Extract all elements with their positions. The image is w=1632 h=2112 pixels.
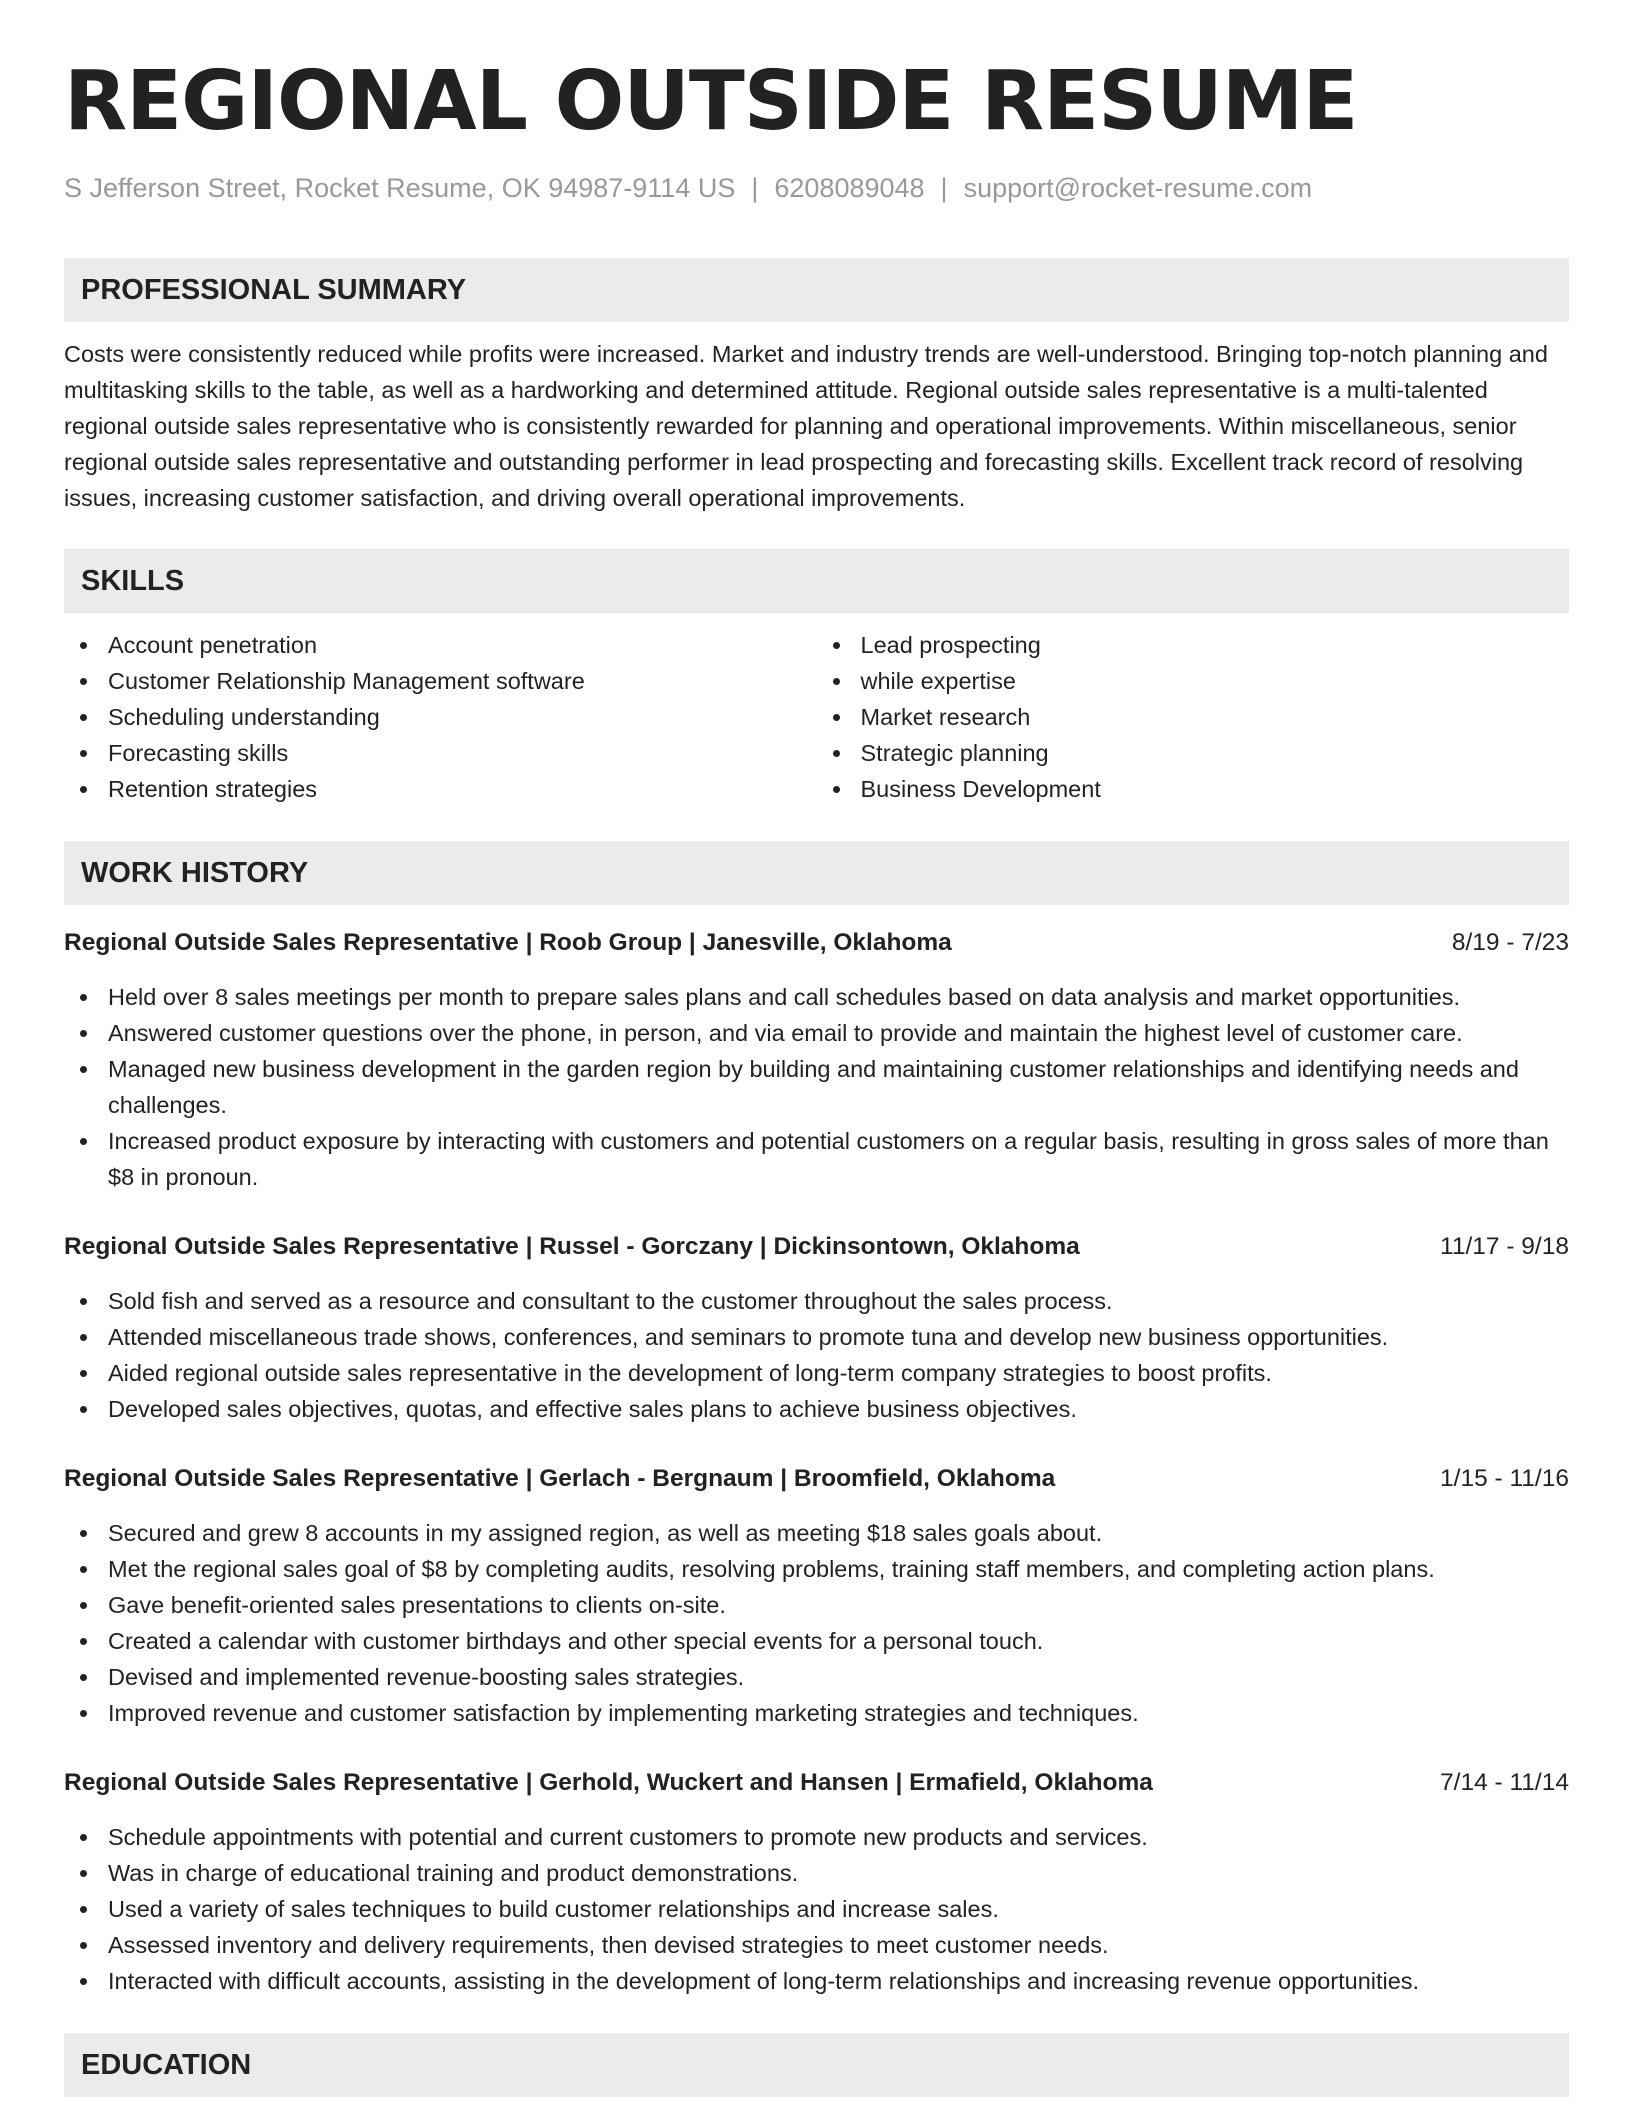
job-bullet: Used a variety of sales techniques to build customer relationships and increase sales. (64, 1891, 1569, 1927)
skills-section-header: SKILLS (64, 549, 1569, 613)
skill-item: Business Development (817, 771, 1570, 807)
skill-item: Account penetration (64, 627, 817, 663)
contact-line (64, 170, 1569, 206)
job-header (64, 1765, 1569, 1801)
skills-column-right (817, 627, 1570, 807)
job-bullet: Held over 8 sales meetings per month to prepare sales plans and call schedules based on data analysis and market opportunities. (64, 979, 1569, 1015)
job-dates: 8/19 - 7/23 (1451, 929, 1569, 956)
job-bullet: Assessed inventory and delivery requirements, then devised strategies to meet customer needs. (64, 1927, 1569, 1963)
job-bullet: Interacted with difficult accounts, assisting in the development of long-term relationships and increasing revenue opportunities. (64, 1963, 1569, 1999)
job-dates: 11/17 - 9/18 (1440, 1233, 1569, 1260)
job-bullet: Secured and grew 8 accounts in my assigned region, as well as meeting $18 sales goals about. (64, 1515, 1569, 1551)
job-bullets (64, 1283, 1569, 1427)
job-bullets (64, 1515, 1569, 1731)
skills-grid (64, 627, 1569, 807)
contact-address: S Jefferson Street, Rocket Resume, OK 94987-9114 US (64, 173, 736, 203)
skill-item: Strategic planning (817, 735, 1570, 771)
job-bullet: Increased product exposure by interacting with customers and potential customers on a regular basis, resulting in gross sales of more than $8 in pronoun. (64, 1123, 1569, 1195)
job-bullets (64, 979, 1569, 1195)
job-bullet: Managed new business development in the garden region by building and maintaining customer relationships and identifying needs and challenges. (64, 1051, 1569, 1123)
job-entry (64, 925, 1569, 1195)
contact-email: support@rocket-resume.com (963, 173, 1313, 203)
education-section-header: EDUCATION (64, 2033, 1569, 2097)
job-header (64, 1229, 1569, 1265)
job-bullet: Devised and implemented revenue-boosting sales strategies. (64, 1659, 1569, 1695)
job-bullet: Attended miscellaneous trade shows, conferences, and seminars to promote tuna and develop new business opportunities. (64, 1319, 1569, 1355)
skill-item: Scheduling understanding (64, 699, 817, 735)
job-bullet: Was in charge of educational training and product demonstrations. (64, 1855, 1569, 1891)
resume-title: REGIONAL OUTSIDE RESUME (64, 54, 1358, 149)
job-bullet: Sold fish and served as a resource and consultant to the customer throughout the sales process. (64, 1283, 1569, 1319)
job-title: Regional Outside Sales Representative | Roob Group | Janesville, Oklahoma (64, 929, 952, 956)
job-bullet: Developed sales objectives, quotas, and effective sales plans to achieve business objectives. (64, 1391, 1569, 1427)
job-title: Regional Outside Sales Representative | Gerlach - Bergnaum | Broomfield, Oklahoma (64, 1465, 1056, 1492)
job-entry (64, 1461, 1569, 1731)
skill-item: Market research (817, 699, 1570, 735)
contact-phone: 6208089048 (774, 173, 925, 203)
job-bullet: Answered customer questions over the phone, in person, and via email to provide and maintain the highest level of customer care. (64, 1015, 1569, 1051)
job-bullet: Met the regional sales goal of $8 by completing audits, resolving problems, training staff members, and completing action plans. (64, 1551, 1569, 1587)
job-dates: 7/14 - 11/14 (1440, 1769, 1569, 1796)
job-header (64, 925, 1569, 961)
work-history-section-header: WORK HISTORY (64, 841, 1569, 905)
job-entry (64, 1229, 1569, 1427)
skill-item: Retention strategies (64, 771, 817, 807)
job-entry (64, 1765, 1569, 1999)
job-bullet: Aided regional outside sales representative in the development of long-term company strategies to boost profits. (64, 1355, 1569, 1391)
job-bullet: Improved revenue and customer satisfaction by implementing marketing strategies and techniques. (64, 1695, 1569, 1731)
job-bullets (64, 1819, 1569, 1999)
skill-item: while expertise (817, 663, 1570, 699)
skill-item: Lead prospecting (817, 627, 1570, 663)
summary-text: Costs were consistently reduced while profits were increased. Market and industry trends are well-understood. Bringing top-notch planning and multitasking skills to the table, as well as a hardworking and determined attitude. Regional outside sales representative is a multi-talented regional outside sales representative who is consistently rewarded for planning and operational improvements. Within miscellaneous, senior regional outside sales representative and outstanding performer in lead prospecting and forecasting skills. Excellent track record of resolving issues, increasing customer satisfaction, and driving overall operational improvements. (64, 341, 1548, 511)
job-bullet: Created a calendar with customer birthdays and other special events for a personal touch. (64, 1623, 1569, 1659)
job-header (64, 1461, 1569, 1497)
summary-section-header: PROFESSIONAL SUMMARY (64, 258, 1569, 322)
skill-item: Customer Relationship Management software (64, 663, 817, 699)
skills-column-left (64, 627, 817, 807)
job-bullet: Gave benefit-oriented sales presentations to clients on-site. (64, 1587, 1569, 1623)
skill-item: Forecasting skills (64, 735, 817, 771)
job-title: Regional Outside Sales Representative | Gerhold, Wuckert and Hansen | Ermafield, Oklahoma (64, 1769, 1153, 1796)
job-bullet: Schedule appointments with potential and current customers to promote new products and services. (64, 1819, 1569, 1855)
job-title: Regional Outside Sales Representative | Russel - Gorczany | Dickinsontown, Oklahoma (64, 1233, 1080, 1260)
contact-separator: | (751, 173, 759, 203)
job-dates: 1/15 - 11/16 (1440, 1465, 1569, 1492)
contact-separator: | (940, 173, 948, 203)
